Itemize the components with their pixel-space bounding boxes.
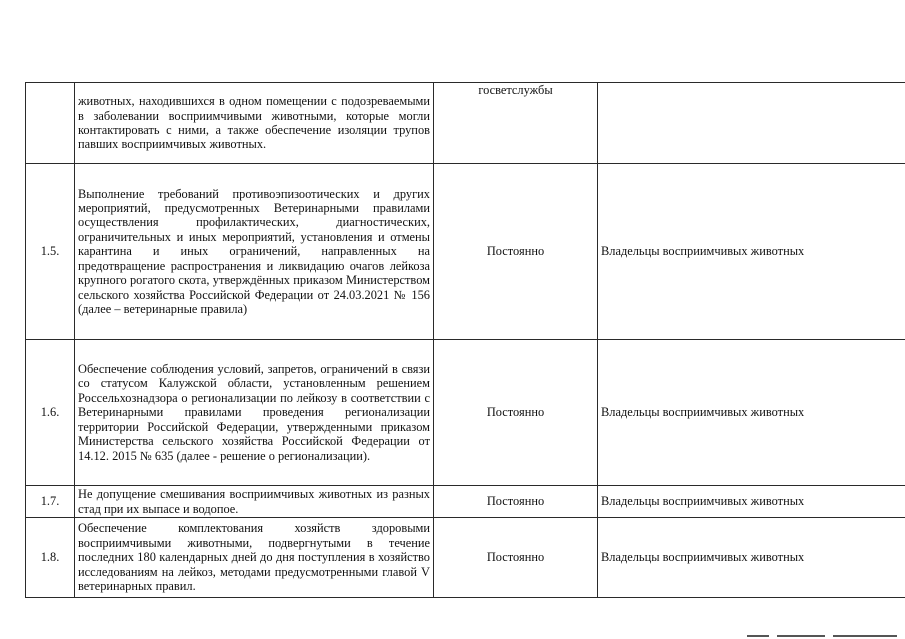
term-cell: Постоянно (434, 340, 598, 486)
row-number: 1.5. (26, 164, 75, 340)
table-row (26, 486, 905, 518)
scan-artifact (747, 633, 897, 637)
term-cell: Постоянно (434, 164, 598, 340)
row-number: 1.8. (26, 518, 75, 598)
term-cell: госветслужбы (434, 83, 598, 164)
measures-table (25, 82, 905, 598)
responsible-cell: Владельцы восприимчивых животных (598, 164, 905, 340)
term-cell: Постоянно (434, 486, 598, 518)
table-row (26, 518, 905, 598)
responsible-cell: Владельцы восприимчивых животных (598, 340, 905, 486)
measure-text: Выполнение требований противоэпизоотических и других мероприятий, предусмотренных Ветеринарными правилами осуществления профилактических, диагностических, ограничительных и иных мероприятий, установления и отмены карантина и иных ограничений, направленных на предотвращение распространения и ликвидацию очагов лейкоза крупного рогатого скота, утверждённых приказом Министерством сельского хозяйства Российской Федерации от 24.03.2021 № 156 (далее – ветеринарные правила) (75, 164, 434, 340)
responsible-cell: Владельцы восприимчивых животных (598, 518, 905, 598)
measure-text: Обеспечение комплектования хозяйств здоровыми восприимчивыми животными, подвергнутыми в течение последних 180 календарных дней до дня поступления в хозяйство исследованиям на лейкоз, методами предусмотренными главой V ветеринарных правил. (75, 518, 434, 598)
table-row (26, 83, 905, 164)
row-number: 1.6. (26, 340, 75, 486)
row-number: 1.7. (26, 486, 75, 518)
table-row (26, 164, 905, 340)
measure-text: животных, находившихся в одном помещении с подозреваемыми в заболевании восприимчивыми животными, которые могли контактировать с ними, а также обеспечение изоляции трупов павших восприимчивых животных. (75, 83, 434, 164)
measure-text: Не допущение смешивания восприимчивых животных из разных стад при их выпасе и водопое. (75, 486, 434, 518)
responsible-cell (598, 83, 905, 164)
measure-text: Обеспечение соблюдения условий, запретов, ограничений в связи со статусом Калужской области, установленным решением Россельхознадзора о регионализации по лейкозу в соответствии с Ветеринарными правилами проведения регионализации территории Российской Федерации, утвержденными приказом Министерства сельского хозяйства Российской Федерации от 14.12. 2015 № 635 (далее - решение о регионализации). (75, 340, 434, 486)
term-cell: Постоянно (434, 518, 598, 598)
responsible-cell: Владельцы восприимчивых животных (598, 486, 905, 518)
row-number (26, 83, 75, 164)
table-row (26, 340, 905, 486)
